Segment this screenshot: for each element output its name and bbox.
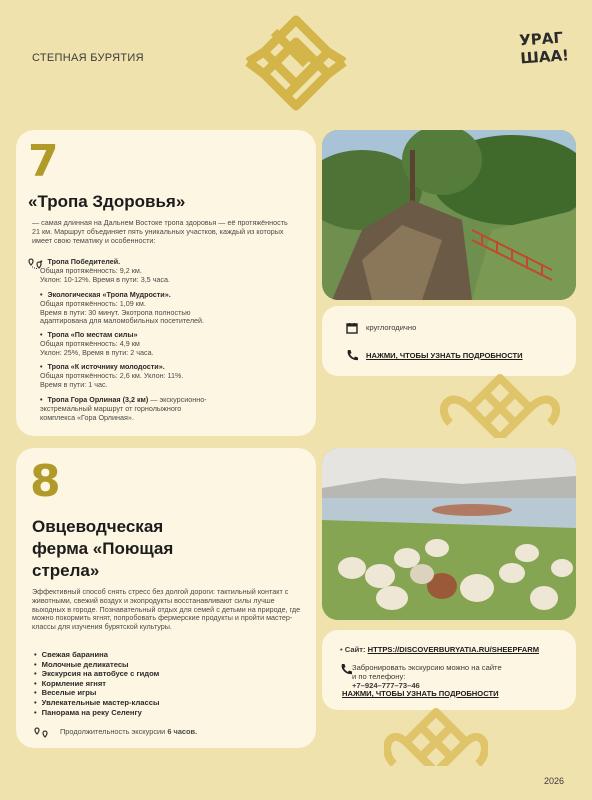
sheep-farm-photo [322, 448, 576, 620]
list-item: • Панорама на реку Селенгу [34, 708, 159, 718]
route-pin-icon [34, 727, 48, 739]
list-item: • Кормление ягнят [34, 679, 159, 689]
phone-icon [346, 349, 358, 361]
page-header-title: СТЕПНАЯ БУРЯТИЯ [32, 52, 144, 64]
route-item: • Экологическая «Тропа Мудрости». Общая протяжённость: 1,09 км. Время в пути: 30 минут. Экотропа полностью адаптирована для маломобильных посетителей. [40, 291, 296, 326]
section-8-number: 8 [30, 456, 61, 507]
phone-icon [340, 663, 352, 675]
excursion-duration: Продолжительность экскурсии 6 часов. [60, 727, 198, 736]
section-7-info-panel [322, 306, 576, 376]
calendar-icon [346, 322, 358, 334]
section-7-details-link[interactable]: НАЖМИ, ЧТОБЫ УЗНАТЬ ПОДРОБНОСТИ [366, 351, 523, 360]
section-7-intro: — самая длинная на Дальнем Востоке тропа здоровья — её протяжённость 21 км. Маршрут объединяет пять уникальных участков, каждый из которых имеет свою тематику и особенности: [32, 218, 288, 245]
list-item: • Экскурсия на автобусе с гидом [34, 669, 159, 679]
farm-features-list [34, 650, 159, 717]
booking-info: Забронировать экскурсию можно на сайте и по телефону: +7–924–777–73–46 [352, 663, 502, 690]
farm-website-link[interactable]: HTTPS://DISCOVERBURYATIA.RU/SHEEPFARM [367, 645, 540, 654]
list-item: • Свежая баранина [34, 650, 159, 660]
section-7-title: «Тропа Здоровья» [28, 192, 186, 211]
route-item: • Тропа «По местам силы» Общая протяжённость: 4,9 км Уклон: 25%, Время в пути: 2 часа. [40, 331, 296, 357]
route-item: • Тропа Победителей. Общая протяжённость: 9,2 км. Уклон: 10-12%. Время в пути: 3,5 часа. [40, 258, 296, 284]
endless-knot-ornament-icon [430, 368, 570, 438]
route-item: • Тропа «К источнику молодости». Общая протяжённость: 2,6 км. Уклон: 11%. Время в пути: 1 час. [40, 363, 296, 389]
section-7-schedule: круглогодично [366, 323, 417, 332]
section-7-number: 7 [28, 136, 59, 187]
section-8-title: Овцеводческая ферма «Поющая стрела» [32, 517, 174, 580]
section-8-intro: Эффективный способ снять стресс без долгой дороги: тактильный контакт с животными, свежий воздух и экопродукты восстанавливают силы лучше выходных в городе. Познавательный отдых для семей с детьми на природе, где можно покормить ягнят, попробовать фермерские продукты и пройти мастер-классы для изучения бурятской культуры. [32, 587, 301, 632]
page-year: 2026 [543, 776, 564, 786]
list-item: • Веселые игры [34, 688, 159, 698]
section-8-details-link[interactable]: НАЖМИ, ЧТОБЫ УЗНАТЬ ПОДРОБНОСТИ [342, 689, 499, 698]
route-item: • Тропа Гора Орлиная (3,2 км) — экскурсионно- экстремальный маршрут от горнолыжного комплекса «Гора Орлиная». [40, 396, 296, 422]
farm-website: • Сайт: HTTPS://DISCOVERBURYATIA.RU/SHEEPFARM [340, 645, 540, 654]
list-item: • Молочные деликатесы [34, 660, 159, 670]
forest-trail-photo [322, 130, 576, 300]
endless-knot-ornament-icon [236, 12, 356, 116]
booking-phone[interactable]: +7–924–777–73–46 [352, 681, 420, 690]
endless-knot-ornament-icon [384, 706, 488, 766]
uragshaa-logo: УРАГ ШАА! [518, 28, 570, 68]
list-item: • Увлекательные мастер-классы [34, 698, 159, 708]
